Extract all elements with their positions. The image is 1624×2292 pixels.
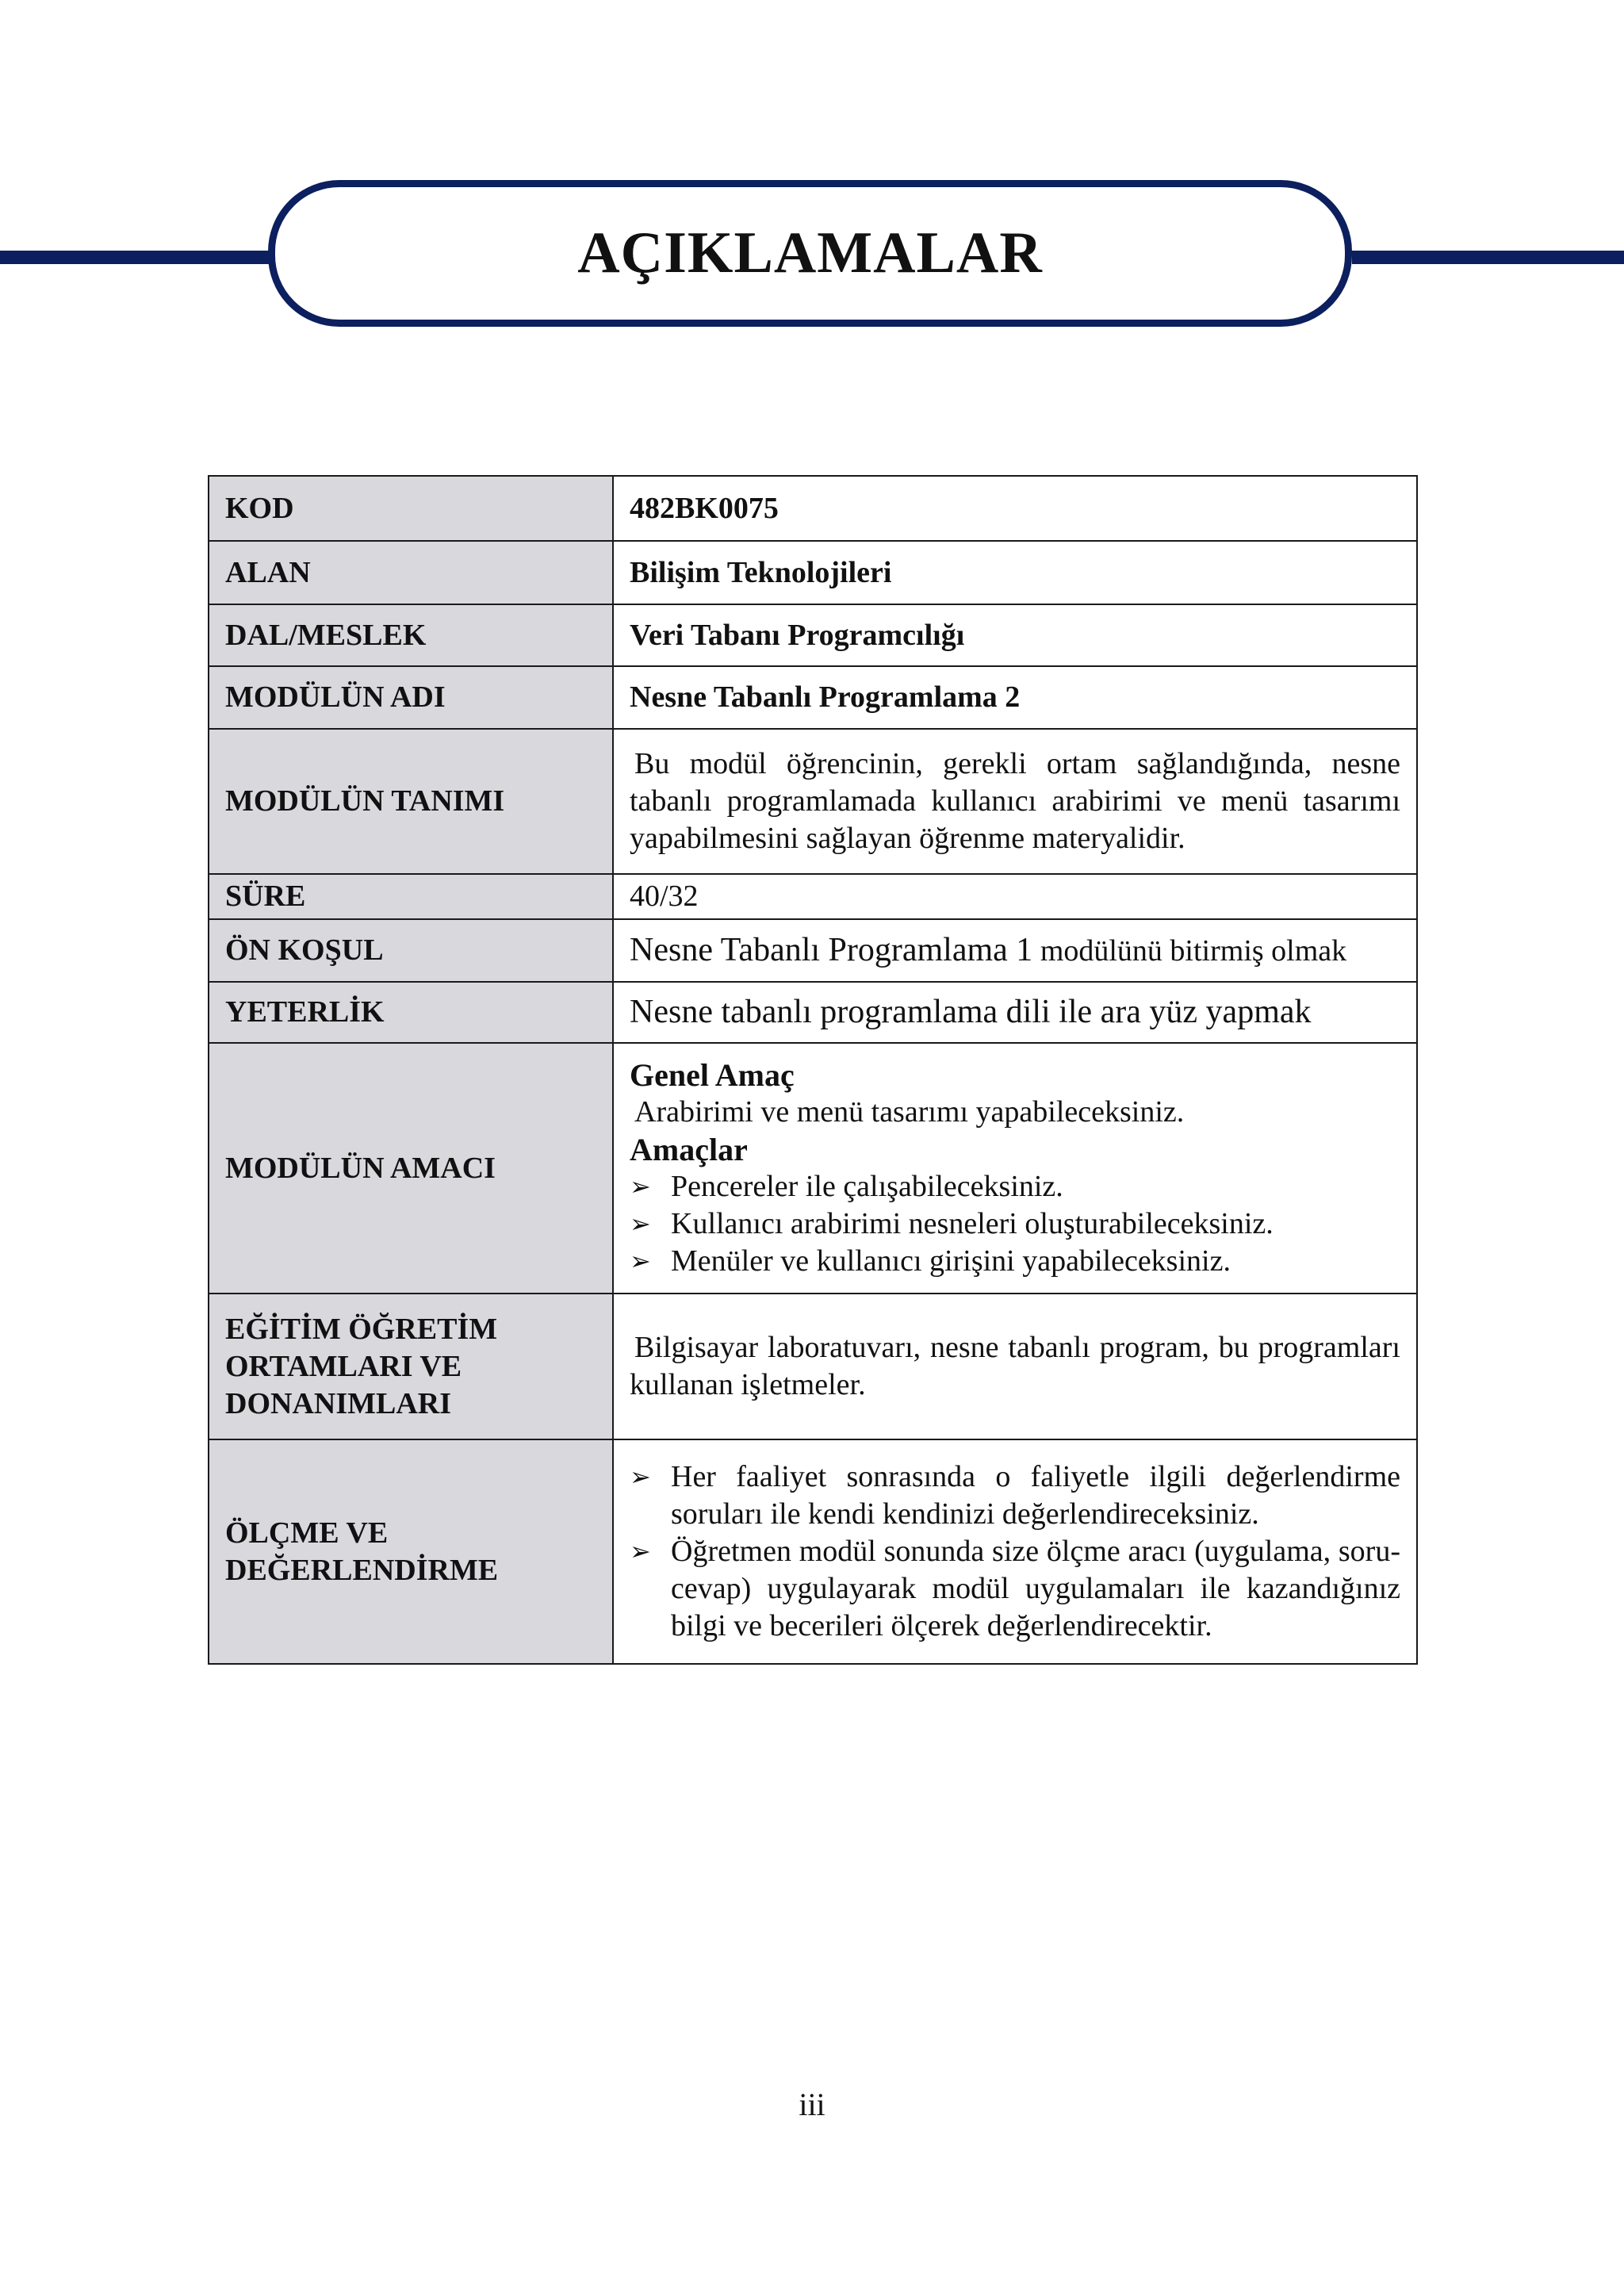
- page-number: iii: [799, 2087, 825, 2122]
- table-row-modul-adi: [209, 666, 1417, 729]
- row-value: Nesne tabanlı programlama dili ile ara yüz yapmak: [613, 982, 1417, 1043]
- table-row-modul-tanimi: [209, 729, 1417, 874]
- row-label: YETERLİK: [209, 982, 613, 1043]
- table-row-kod: [209, 476, 1417, 541]
- row-label: DAL/MESLEK: [209, 604, 613, 666]
- row-value: [613, 1439, 1417, 1664]
- prerequisite-rest: modülünü bitirmiş olmak: [1032, 933, 1347, 968]
- row-label: ALAN: [209, 541, 613, 604]
- list-item: ➢ Her faaliyet sonrasında o faliyetle ilgili değerlendirme soruları ile kendi kendinizi değerlendireceksiniz.: [630, 1460, 1400, 1531]
- row-label: MODÜLÜN ADI: [209, 666, 613, 729]
- row-value: [613, 1043, 1417, 1294]
- module-info-table: [208, 475, 1418, 1665]
- table-row-alan: [209, 541, 1417, 604]
- header-banner: [268, 180, 1352, 327]
- list-item: ➢ Menüler ve kullanıcı girişini yapabileceksiniz.: [630, 1243, 1400, 1280]
- table-row-olcme: [209, 1439, 1417, 1664]
- header-rule-left: [0, 251, 274, 264]
- row-value: Bilgisayar laboratuvarı, nesne tabanlı program, bu programları kullanan işletmeler.: [613, 1294, 1417, 1439]
- assessment-list: [630, 1458, 1400, 1645]
- arrow-bullet-icon: ➢: [630, 1246, 651, 1276]
- table-row-sure: [209, 874, 1417, 919]
- row-label: ÖN KOŞUL: [209, 919, 613, 982]
- list-item: ➢ Kullanıcı arabirimi nesneleri oluşturabileceksiniz.: [630, 1205, 1400, 1243]
- row-value: [613, 919, 1417, 982]
- row-label: EĞİTİM ÖĞRETİM ORTAMLARI VE DONANIMLARI: [209, 1294, 613, 1439]
- goals-list: [630, 1168, 1400, 1280]
- goals-heading: Amaçlar: [630, 1132, 748, 1167]
- table-row-egitim-ortamlari: [209, 1294, 1417, 1439]
- list-item: ➢ Pencereler ile çalışabileceksiniz.: [630, 1168, 1400, 1205]
- general-goal-text: Arabirimi ve menü tasarımı yapabileceksiniz.: [634, 1095, 1185, 1129]
- prerequisite-module-name: Nesne Tabanlı Programlama 1: [630, 931, 1033, 968]
- row-label: KOD: [209, 476, 613, 541]
- table-row-modul-amaci: [209, 1043, 1417, 1294]
- page-title: AÇIKLAMALAR: [577, 220, 1043, 286]
- header-rule-right: [1352, 251, 1624, 264]
- row-value: Nesne Tabanlı Programlama 2: [613, 666, 1417, 729]
- general-goal-heading: Genel Amaç: [630, 1057, 795, 1093]
- table-row-yeterlik: [209, 982, 1417, 1043]
- row-value: Veri Tabanı Programcılığı: [613, 604, 1417, 666]
- row-value: 40/32: [613, 874, 1417, 919]
- row-value: Bu modül öğrencinin, gerekli ortam sağlandığında, nesne tabanlı programlamada kullanıcı arabirimi ve menü tasarımı yapabilmesini sağlayan öğrenme materyalidir.: [613, 729, 1417, 874]
- arrow-bullet-icon: ➢: [630, 1209, 651, 1239]
- row-label: ÖLÇME VE DEĞERLENDİRME: [209, 1439, 613, 1664]
- row-value: Bilişim Teknolojileri: [613, 541, 1417, 604]
- arrow-bullet-icon: ➢: [630, 1171, 651, 1202]
- row-label: SÜRE: [209, 874, 613, 919]
- row-label: MODÜLÜN TANIMI: [209, 729, 613, 874]
- list-item: ➢ Öğretmen modül sonunda size ölçme aracı (uygulama, soru-cevap) uygulayarak modül uygulamaları ile kazandığınız bilgi ve becerileri ölçerek değerlendirecektir.: [630, 1535, 1400, 1642]
- arrow-bullet-icon: ➢: [630, 1462, 651, 1492]
- table-row-dal-meslek: [209, 604, 1417, 666]
- table-row-on-kosul: [209, 919, 1417, 982]
- row-value: 482BK0075: [613, 476, 1417, 541]
- arrow-bullet-icon: ➢: [630, 1536, 651, 1566]
- row-label: MODÜLÜN AMACI: [209, 1043, 613, 1294]
